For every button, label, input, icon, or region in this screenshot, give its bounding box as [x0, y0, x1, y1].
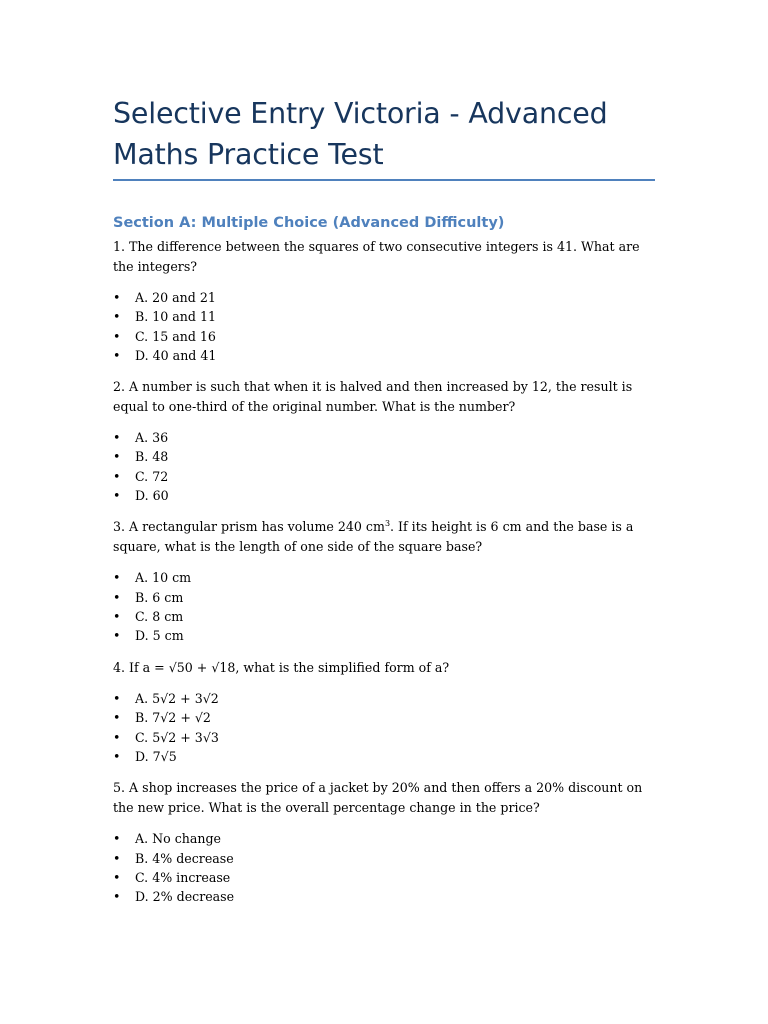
option-label: B. 7√2 + √2 — [135, 710, 211, 726]
bullet-icon: • — [113, 430, 121, 446]
question-text: 5. A shop increases the price of a jacket by 20% and then offers a 20% discount on the new price. What is the overall percentage change in the price? — [113, 780, 643, 815]
bullet-icon: • — [113, 589, 121, 605]
bullet-icon: • — [113, 831, 121, 847]
option-item — [113, 708, 655, 727]
question-3 — [113, 517, 655, 645]
bullet-icon: • — [113, 729, 121, 745]
option-label: A. 20 and 21 — [135, 290, 216, 305]
option-item — [113, 887, 655, 906]
option-label: D. 40 and 41 — [135, 347, 217, 363]
option-item — [113, 747, 655, 766]
option-item — [113, 486, 655, 505]
title-underline — [113, 179, 655, 181]
option-item — [113, 428, 655, 447]
bullet-icon: • — [113, 748, 121, 764]
question-text-part: . If its height is 6 cm and the base is a square, what is the length of one side of the square base? — [113, 519, 634, 554]
bullet-icon: • — [113, 691, 121, 707]
bullet-icon: • — [113, 850, 121, 866]
option-list — [113, 288, 655, 365]
question-text: 4. If a = √50 + √18, what is the simplified form of a? — [113, 659, 450, 675]
bullet-icon: • — [113, 889, 121, 905]
question-text — [113, 517, 655, 556]
option-item — [113, 467, 655, 486]
option-item — [113, 849, 655, 868]
option-label: D. 7√5 — [135, 748, 177, 764]
bullet-icon: • — [113, 570, 121, 586]
section-heading: Section A: Multiple Choice (Advanced Difficulty) — [113, 215, 505, 231]
option-item — [113, 689, 655, 708]
question-list — [113, 237, 655, 918]
option-label: C. 72 — [135, 468, 169, 484]
option-list — [113, 428, 655, 505]
option-item — [113, 447, 655, 466]
bullet-icon: • — [113, 710, 121, 726]
option-label: B. 4% decrease — [135, 850, 234, 866]
option-label: C. 4% increase — [135, 869, 231, 885]
option-item — [113, 346, 655, 365]
bullet-icon: • — [113, 309, 121, 325]
question-text: 1. The difference between the squares of two consecutive integers is 41. What are the integers? — [113, 239, 640, 274]
option-label: B. 10 and 11 — [135, 309, 216, 325]
question-2 — [113, 377, 655, 505]
option-item — [113, 568, 655, 587]
bullet-icon: • — [113, 628, 121, 644]
superscript: 3 — [384, 519, 391, 529]
bullet-icon: • — [113, 347, 121, 363]
option-item — [113, 607, 655, 626]
option-label: B. 6 cm — [135, 589, 184, 605]
question-1 — [113, 237, 655, 365]
option-label: C. 15 and 16 — [135, 328, 216, 344]
option-item — [113, 728, 655, 747]
option-label: D. 2% decrease — [135, 889, 235, 905]
option-item — [113, 829, 655, 848]
option-item — [113, 327, 655, 346]
bullet-icon: • — [113, 869, 121, 885]
option-label: A. 36 — [135, 430, 169, 446]
option-label: A. No change — [135, 831, 222, 847]
question-text-part: 3. A rectangular prism has volume 240 cm — [113, 519, 385, 535]
bullet-icon: • — [113, 488, 121, 504]
option-item — [113, 588, 655, 607]
option-label: B. 48 — [135, 449, 169, 465]
bullet-icon: • — [113, 290, 121, 305]
option-label: D. 5 cm — [135, 628, 184, 644]
option-label: A. 10 cm — [135, 570, 192, 586]
option-label: C. 8 cm — [135, 608, 184, 624]
question-4 — [113, 658, 655, 767]
option-item — [113, 626, 655, 645]
option-item — [113, 868, 655, 887]
option-list — [113, 829, 655, 906]
option-list — [113, 689, 655, 766]
page-title: Selective Entry Victoria - Advanced Maths Practice Test — [113, 97, 608, 171]
option-label: D. 60 — [135, 488, 169, 504]
bullet-icon: • — [113, 449, 121, 465]
bullet-icon: • — [113, 468, 121, 484]
question-5 — [113, 778, 655, 906]
option-item — [113, 307, 655, 326]
bullet-icon: • — [113, 328, 121, 344]
option-label: A. 5√2 + 3√2 — [135, 691, 219, 707]
option-label: C. 5√2 + 3√3 — [135, 729, 219, 745]
question-text: 2. A number is such that when it is halved and then increased by 12, the result is equal to one-third of the original number. What is the number? — [113, 379, 633, 414]
option-list — [113, 568, 655, 645]
bullet-icon: • — [113, 608, 121, 624]
option-item — [113, 288, 655, 307]
